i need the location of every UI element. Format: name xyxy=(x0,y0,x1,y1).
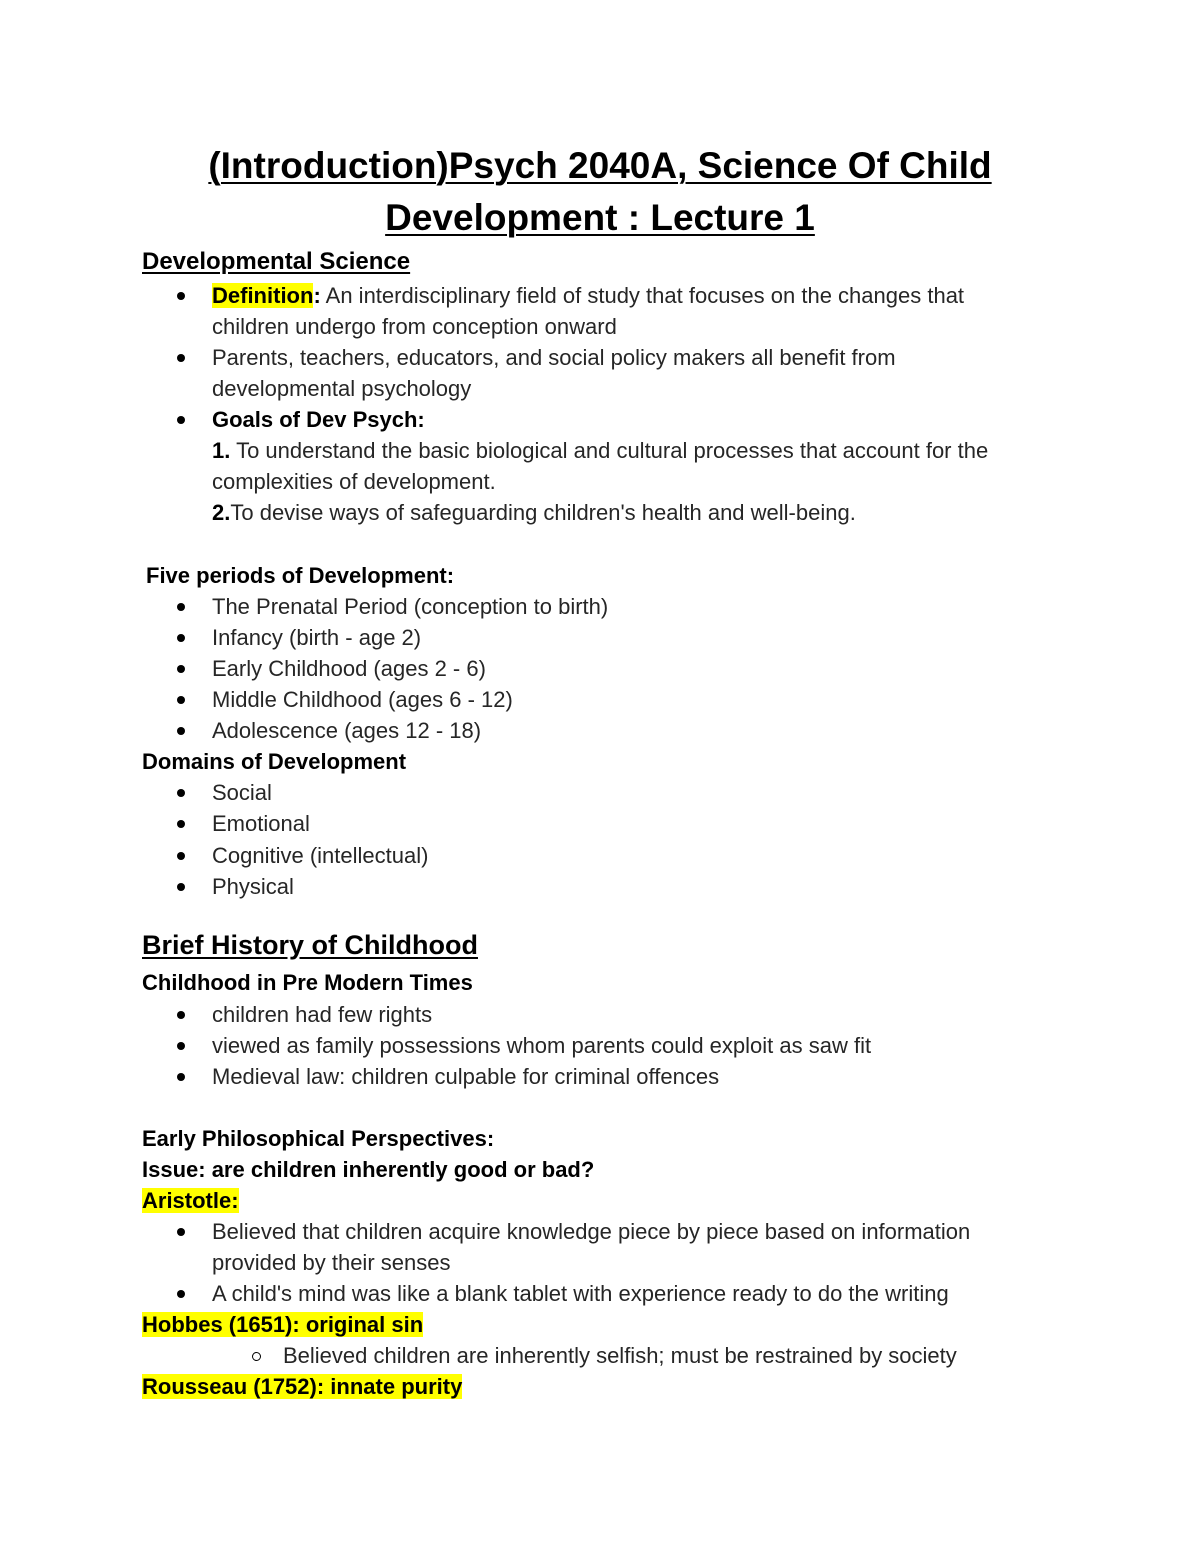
goal-1-text-cont: complexities of development. xyxy=(212,469,496,494)
goals-label: Goals of Dev Psych: xyxy=(212,407,425,432)
bullet-icon xyxy=(177,820,185,828)
period-item: Adolescence (ages 12 - 18) xyxy=(212,718,482,743)
hobbes-item: Believed children are inherently selfish; must be restrained by society xyxy=(283,1343,957,1368)
premodern-item: viewed as family possessions whom parents could exploit as saw fit xyxy=(212,1033,872,1058)
domain-item: Emotional xyxy=(212,811,310,836)
section-heading-brief-history: Brief History of Childhood xyxy=(142,930,478,960)
premodern-item: Medieval law: children culpable for criminal offences xyxy=(212,1064,720,1089)
period-item: Middle Childhood (ages 6 - 12) xyxy=(212,687,513,712)
aristotle-item-cont: provided by their senses xyxy=(212,1250,451,1275)
aristotle-label xyxy=(142,1185,239,1216)
hobbes-label xyxy=(142,1309,423,1340)
bullet-icon xyxy=(177,1228,185,1236)
section-heading-developmental-science: Developmental Science xyxy=(142,248,411,275)
definition-text: An interdisciplinary field of study that focuses on the changes that xyxy=(320,283,965,308)
bullet-icon xyxy=(177,665,185,673)
bullet-icon xyxy=(177,1290,185,1298)
aristotle-item: A child's mind was like a blank tablet with experience ready to do the writing xyxy=(212,1281,949,1306)
bullet-icon xyxy=(177,727,185,735)
five-periods-heading: Five periods of Development: xyxy=(146,563,455,588)
bullet-icon xyxy=(177,603,185,611)
circle-bullet-icon xyxy=(252,1352,261,1361)
bullet-icon xyxy=(177,416,185,424)
period-item: Early Childhood (ages 2 - 6) xyxy=(212,656,486,681)
definition-text-cont: children undergo from conception onward xyxy=(212,314,617,339)
definition-label: Definition xyxy=(212,283,314,308)
domain-item: Physical xyxy=(212,874,294,899)
bullet-icon xyxy=(177,696,185,704)
bullet-icon xyxy=(177,354,185,362)
goal-2-number: 2. xyxy=(212,500,231,525)
goal-1 xyxy=(212,435,988,466)
parents-text: Parents, teachers, educators, and social policy makers all benefit from xyxy=(212,345,896,370)
aristotle-item: Believed that children acquire knowledge piece by piece based on information xyxy=(212,1219,971,1244)
goal-1-number: 1. xyxy=(212,438,231,463)
goal-2-text: To devise ways of safeguarding children's health and well-being. xyxy=(230,500,856,525)
bullet-icon xyxy=(177,883,185,891)
parents-text-cont: developmental psychology xyxy=(212,376,472,401)
bullet-icon xyxy=(177,789,185,797)
premodern-item: children had few rights xyxy=(212,1002,433,1027)
bullet-icon xyxy=(177,852,185,860)
bullet-icon xyxy=(177,1011,185,1019)
domain-item: Social xyxy=(212,780,272,805)
rousseau-label xyxy=(142,1371,462,1402)
bullet-icon xyxy=(177,1042,185,1050)
premodern-heading: Childhood in Pre Modern Times xyxy=(142,970,473,995)
goal-2 xyxy=(212,497,856,528)
domain-item: Cognitive (intellectual) xyxy=(212,843,429,868)
philosophical-heading: Early Philosophical Perspectives: xyxy=(142,1126,495,1151)
rousseau-label-text: Rousseau (1752): innate purity xyxy=(142,1374,463,1399)
definition-colon: : xyxy=(313,283,321,308)
period-item: The Prenatal Period (conception to birth) xyxy=(212,594,609,619)
goal-1-text: To understand the basic biological and cultural processes that account for the xyxy=(230,438,989,463)
hobbes-label-text: Hobbes (1651): original sin xyxy=(142,1312,424,1337)
domains-heading: Domains of Development xyxy=(142,749,407,774)
page-title: (Introduction)Psych 2040A, Science Of Child Development : Lecture 1 xyxy=(208,145,992,238)
issue-line: Issue: are children inherently good or bad? xyxy=(142,1157,595,1182)
period-item: Infancy (birth - age 2) xyxy=(212,625,422,650)
bullet-icon xyxy=(177,292,185,300)
aristotle-label-text: Aristotle: xyxy=(142,1188,239,1213)
bullet-icon xyxy=(177,1073,185,1081)
bullet-icon xyxy=(177,634,185,642)
definition-line xyxy=(212,280,964,311)
